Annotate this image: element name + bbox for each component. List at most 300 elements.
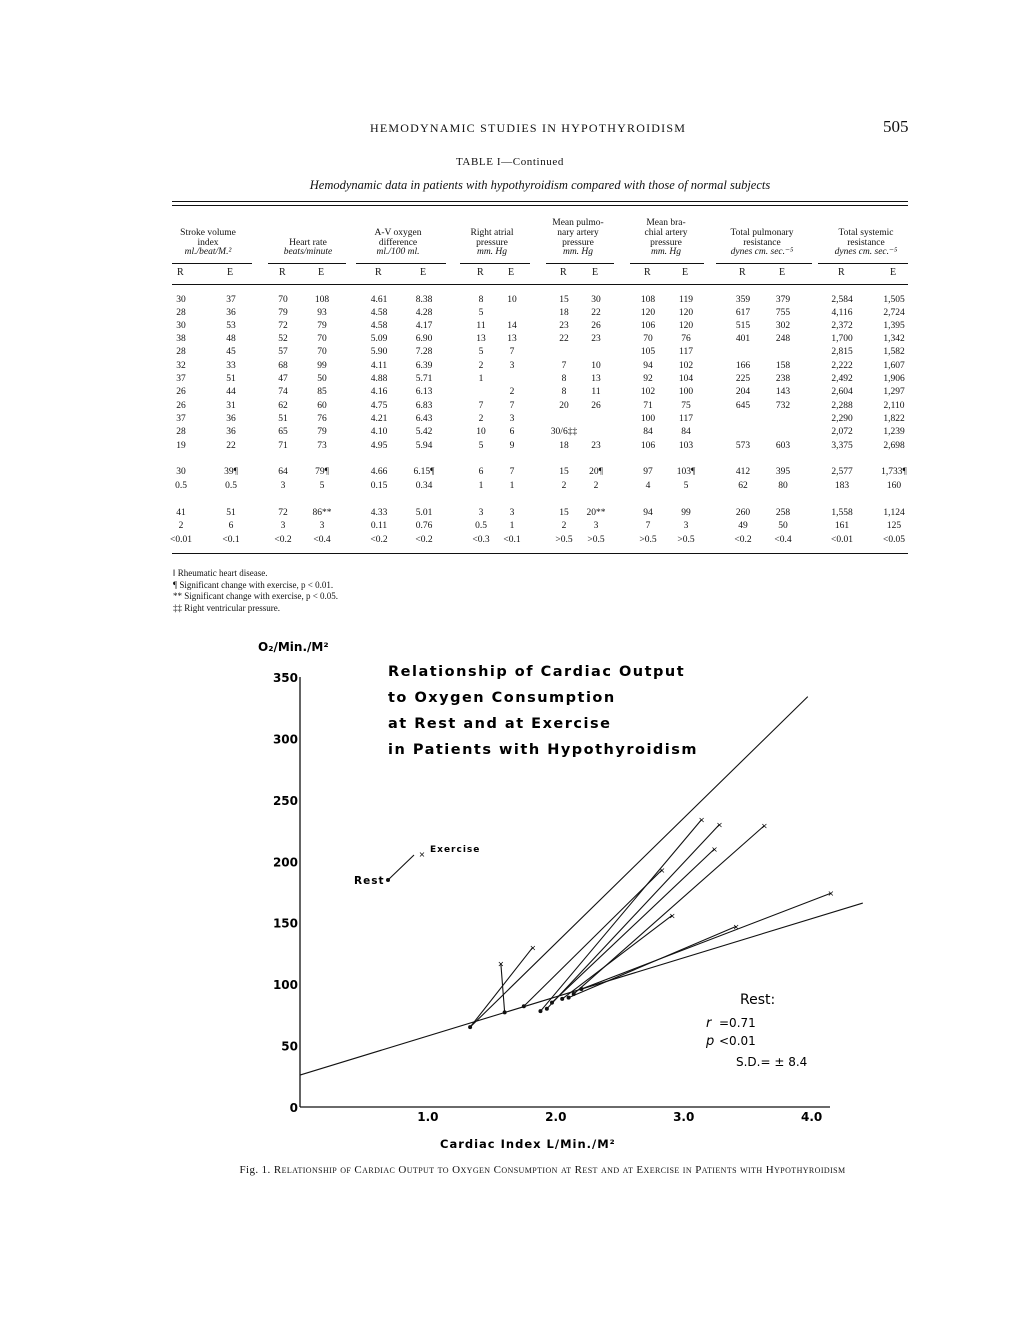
table-cell: 117 <box>679 414 693 424</box>
footnote: ** Significant change with exercise, p < 0.05. <box>173 591 339 601</box>
table-cell: 65 <box>278 427 288 437</box>
table-cell: 1,124 <box>883 508 905 518</box>
column-header-line: Right atrial <box>470 227 514 238</box>
table-cell: 93 <box>317 308 327 318</box>
table-cell: 75 <box>681 401 691 411</box>
table-cell: <0.05 <box>883 535 905 545</box>
table-cell: 94 <box>643 361 653 371</box>
table-cell: 645 <box>735 401 751 411</box>
column-header-line: Mean pulmo- <box>552 218 604 228</box>
table-cell: 5 <box>319 481 325 491</box>
table-cell: 26 <box>176 401 186 411</box>
table-cell: 5 <box>478 347 484 357</box>
rest-label: R <box>375 267 383 278</box>
exercise-label: E <box>420 267 428 278</box>
table-cell: <0.3 <box>472 535 490 545</box>
table-cell: 755 <box>775 308 791 318</box>
table-cell: 3 <box>593 521 599 531</box>
table-cell: 4.61 <box>370 295 388 305</box>
rest-point <box>560 997 564 1001</box>
stats-p-label: p <box>706 1034 715 1049</box>
table-cell: 28 <box>176 308 186 318</box>
chart-title-line: to Oxygen Consumption <box>388 690 616 706</box>
table-cell: 23 <box>559 321 569 331</box>
rest-label: R <box>560 267 568 278</box>
table-cell: 62 <box>738 481 748 491</box>
y-tick-label: 100 <box>272 978 298 993</box>
table-cell: 4.66 <box>370 467 388 477</box>
table-cell: 11 <box>476 321 486 331</box>
table-cell: 2,604 <box>831 387 853 397</box>
exercise-label: E <box>227 267 235 278</box>
table-cell: 6.90 <box>415 334 433 344</box>
table-cell: 603 <box>775 441 791 451</box>
table-cell: 2 <box>478 414 484 424</box>
column-header-line: difference <box>378 237 418 248</box>
table-cell: 2,698 <box>883 441 905 451</box>
exercise-point: × <box>711 845 718 854</box>
table-cell: <0.1 <box>503 535 521 545</box>
stats-sd: S.D.= ± 8.4 <box>736 1055 808 1069</box>
table-cell: 4.28 <box>415 308 433 318</box>
table-cell: <0.4 <box>313 535 331 545</box>
table-cell: 18 <box>559 308 569 318</box>
y-tick-label: 300 <box>272 732 298 747</box>
table-cell: 22 <box>226 441 236 451</box>
table-cell: 8 <box>478 295 484 305</box>
column-unit: mm. Hg <box>562 247 594 258</box>
rest-label: R <box>838 267 846 278</box>
y-tick-label: 350 <box>272 671 298 685</box>
table-cell: 106 <box>640 321 656 331</box>
table-cell: 72 <box>278 321 288 331</box>
table-cell: 4.58 <box>370 308 388 318</box>
table-cell: 573 <box>735 441 751 451</box>
patient-line <box>547 824 720 1008</box>
table-cell: 4.58 <box>370 321 388 331</box>
column-header-line: chial artery <box>644 227 688 238</box>
table-cell: 8 <box>561 387 567 397</box>
exercise-point: × <box>529 943 537 953</box>
table-cell: 120 <box>678 308 694 318</box>
y-tick-label: 50 <box>281 1039 298 1054</box>
table-cell: 160 <box>886 481 902 491</box>
table-cell: 26 <box>591 321 601 331</box>
table-cell: 36 <box>226 427 236 437</box>
table-cell: 6.15¶ <box>413 467 435 477</box>
table-cell: <0.1 <box>222 535 240 545</box>
table-cell: 1,395 <box>883 321 905 331</box>
table-cell: 108 <box>640 295 656 305</box>
table-cell: 401 <box>735 334 751 344</box>
table-cell: 70 <box>278 295 288 305</box>
y-tick-label: 250 <box>272 793 298 808</box>
table-cell: 45 <box>226 347 236 357</box>
exercise-point: × <box>732 922 740 932</box>
column-header-line: pressure <box>476 237 508 248</box>
running-head: HEMODYNAMIC STUDIES IN HYPOTHYROIDISM <box>370 121 687 135</box>
x-tick-label: 3.0 <box>673 1110 695 1124</box>
table-cell: 84 <box>681 427 691 437</box>
table-cell: 26 <box>591 401 601 411</box>
table-cell: 4.33 <box>370 508 388 518</box>
column-header-line: nary artery <box>557 227 599 238</box>
table-cell: 39¶ <box>224 467 238 477</box>
table-cell: 1 <box>478 481 484 491</box>
table-cell: 50 <box>317 374 327 384</box>
column-header-line: Stroke volume <box>180 227 236 238</box>
table-cell: 26 <box>176 387 186 397</box>
table-cell: 225 <box>735 374 751 384</box>
exercise-point: × <box>497 959 505 969</box>
table-cell: 76 <box>681 334 691 344</box>
table-cell: 183 <box>834 481 850 491</box>
legend-line <box>388 855 414 880</box>
chart-title-line: Relationship of Cardiac Output <box>388 664 686 680</box>
table-cell: 2,222 <box>831 361 853 371</box>
column-unit: mm. Hg <box>650 247 682 258</box>
table-cell: <0.4 <box>774 535 792 545</box>
table-cell: <0.2 <box>274 535 292 545</box>
patient-line <box>562 915 672 999</box>
table-cell: 70 <box>317 334 327 344</box>
table-cell: 13 <box>507 334 517 344</box>
figure-caption-text: Relationship of Cardiac Output to Oxygen Consumption at Rest and at Exercise in Patients with Hypothyroidism <box>273 1164 846 1176</box>
table-cell: 52 <box>278 334 288 344</box>
table-cell: 395 <box>775 467 791 477</box>
table-cell: 94 <box>643 508 653 518</box>
table-cell: 62 <box>278 401 288 411</box>
table-cell: 41 <box>176 508 186 518</box>
table-cell: 97 <box>643 467 653 477</box>
table-cell: 3 <box>509 414 515 424</box>
table-cell: 73 <box>317 441 327 451</box>
table-cell: 103¶ <box>676 467 696 477</box>
table-cell: 2,110 <box>883 401 905 411</box>
exercise-label: E <box>682 267 690 278</box>
table-cell: 51 <box>278 414 288 424</box>
table-cell: 30 <box>591 295 601 305</box>
legend-rest-label: Rest <box>354 875 385 887</box>
table-cell: 106 <box>640 441 656 451</box>
table-cell: 120 <box>640 308 656 318</box>
table-cell: 105 <box>640 347 656 357</box>
legend-exercise-label: Exercise <box>430 845 481 855</box>
table-cell: 2 <box>478 361 484 371</box>
table-cell: 2,577 <box>831 467 853 477</box>
table-cell: >0.5 <box>555 535 573 545</box>
table-cell: 85 <box>317 387 327 397</box>
table-cell: 3 <box>280 521 286 531</box>
page-number: 505 <box>883 117 909 136</box>
table-cell: 86** <box>312 508 332 518</box>
table-cell: 7 <box>645 521 651 531</box>
column-header-line: pressure <box>562 237 594 248</box>
table-cell: 302 <box>775 321 791 331</box>
y-tick-label: 200 <box>272 855 298 870</box>
table-cell: 3 <box>280 481 286 491</box>
table-cell: 4.88 <box>370 374 388 384</box>
table-cell: 4.17 <box>415 321 433 331</box>
table-cell: 4.11 <box>370 361 388 371</box>
exercise-label: E <box>779 267 787 278</box>
table-cell: 5.90 <box>370 347 388 357</box>
table-cell: 37 <box>176 414 186 424</box>
rest-label: R <box>739 267 747 278</box>
rest-point <box>567 996 571 1000</box>
patient-line <box>552 849 714 1003</box>
table-cell: 6.83 <box>415 401 433 411</box>
footnote: ¶ Significant change with exercise, p < 0.01. <box>173 579 334 590</box>
rest-point <box>579 987 583 991</box>
table-cell: 359 <box>735 295 751 305</box>
column-header-line: pressure <box>650 237 682 248</box>
table-cell: 57 <box>278 347 288 357</box>
table-cell: 37 <box>176 374 186 384</box>
table-cell: 4.95 <box>370 441 388 451</box>
table-cell: 76 <box>317 414 327 424</box>
table-cell: 2,288 <box>831 401 853 411</box>
table-cell: 1,582 <box>883 347 905 357</box>
table-cell: 3 <box>509 508 515 518</box>
table-cell: 2,072 <box>831 427 853 437</box>
table-cell: 44 <box>226 387 236 397</box>
column-unit: dynes cm. sec.⁻⁵ <box>834 247 898 258</box>
table-cell: 80 <box>778 481 788 491</box>
stats-r-value: =0.71 <box>719 1016 756 1030</box>
table-cell: 379 <box>775 295 791 305</box>
stats-r-label: r <box>706 1016 712 1031</box>
table-cell: 53 <box>226 321 236 331</box>
table-cell: 2,372 <box>831 321 853 331</box>
table-cell: 5 <box>683 481 689 491</box>
table-cell: 68 <box>278 361 288 371</box>
table-cell: 7 <box>561 361 567 371</box>
table-cell: 143 <box>775 387 791 397</box>
table-cell: 0.5 <box>475 521 487 531</box>
table-cell: 5.09 <box>370 334 388 344</box>
table-cell: 5 <box>478 308 484 318</box>
column-unit: mm. Hg <box>476 247 508 258</box>
table-cell: 31 <box>226 401 236 411</box>
table-cell: 4 <box>645 481 651 491</box>
table-cell: 100 <box>640 414 656 424</box>
rest-label: R <box>644 267 652 278</box>
table-cell: 15 <box>559 467 569 477</box>
table-cell: 99 <box>317 361 327 371</box>
table-cell: 102 <box>640 387 656 397</box>
table-cell: 0.15 <box>370 481 388 491</box>
rest-label: R <box>279 267 287 278</box>
table-cell: 2,815 <box>831 347 853 357</box>
table-cell: 23 <box>591 441 601 451</box>
table-cell: 50 <box>778 521 788 531</box>
chart-title-line: in Patients with Hypothyroidism <box>388 742 699 758</box>
table-cell: 100 <box>678 387 694 397</box>
table-cell: 36 <box>226 308 236 318</box>
x-tick-label: 4.0 <box>800 1110 823 1124</box>
rest-point <box>545 1007 549 1011</box>
table-cell: 79¶ <box>315 467 329 477</box>
y-tick-label: 0 <box>289 1101 298 1115</box>
exercise-label: E <box>592 267 600 278</box>
patient-line <box>581 893 830 989</box>
table-cell: 1,505 <box>883 295 905 305</box>
table-cell: 71 <box>278 441 288 451</box>
column-header-line: resistance <box>743 237 781 248</box>
x-tick-label: 1.0 <box>417 1110 439 1124</box>
table-cell: 60 <box>317 401 327 411</box>
table-cell: 79 <box>317 321 327 331</box>
table-cell: 74 <box>278 387 288 397</box>
figure-caption <box>0 1162 1020 1178</box>
table-cell: 1 <box>509 521 515 531</box>
table-cell: 18 <box>559 441 569 451</box>
table-cell: 108 <box>314 295 330 305</box>
table-cell: 4.75 <box>370 401 388 411</box>
rest-label: R <box>177 267 185 278</box>
table-cell: >0.5 <box>639 535 657 545</box>
column-unit: ml./beat/M.² <box>184 247 232 258</box>
exercise-point: × <box>716 820 723 830</box>
table-cell: 1 <box>478 374 484 384</box>
table-cell: 0.34 <box>415 481 433 491</box>
exercise-point: × <box>698 815 705 825</box>
table-cell: 2 <box>561 481 567 491</box>
table-cell: 28 <box>176 427 186 437</box>
table-cell: 6 <box>509 427 515 437</box>
exercise-label: E <box>318 267 326 278</box>
table-cell: 99 <box>681 508 691 518</box>
column-header-line: A-V oxygen <box>374 227 422 238</box>
table-cell: 258 <box>775 508 791 518</box>
table-cell: 4,116 <box>831 308 853 318</box>
table-cell: 30 <box>176 467 186 477</box>
table-cell: 4.21 <box>370 414 388 424</box>
table-cell: 15 <box>559 295 569 305</box>
table-cell: 51 <box>226 374 236 384</box>
column-header-line: Total systemic <box>838 227 894 238</box>
table-cell: 8 <box>561 374 567 384</box>
table-cell: <0.2 <box>370 535 388 545</box>
table-cell: 248 <box>775 334 791 344</box>
table-cell: >0.5 <box>677 535 695 545</box>
table-cell: 3 <box>319 521 325 531</box>
rest-point <box>468 1025 472 1029</box>
table-cell: 70 <box>317 347 327 357</box>
exercise-point: × <box>658 865 666 875</box>
table-cell: 5.42 <box>415 427 433 437</box>
column-header-line: Mean bra- <box>646 218 686 228</box>
legend-exercise-point: × <box>418 850 426 859</box>
table-cell: 7 <box>509 347 515 357</box>
table-cell: 2 <box>509 387 515 397</box>
table-cell: 10 <box>591 361 601 371</box>
table-cell: 1,906 <box>883 374 905 384</box>
table-cell: 2 <box>593 481 599 491</box>
rest-point <box>538 1009 542 1013</box>
table-cell: 22 <box>591 308 601 318</box>
table-cell: 3 <box>509 361 515 371</box>
rest-point <box>522 1004 526 1008</box>
exercise-label: E <box>508 267 516 278</box>
table-cell: 2,724 <box>883 308 905 318</box>
table-cell: 3,375 <box>831 441 853 451</box>
table-cell: 1,607 <box>883 361 905 371</box>
y-axis-label: O₂/Min./M² <box>258 640 329 654</box>
table-cell: 30 <box>176 321 186 331</box>
table-cell: 5.01 <box>415 508 433 518</box>
column-unit: ml./100 ml. <box>376 247 420 258</box>
table-cell: 32 <box>176 361 186 371</box>
table-subcaption: Hemodynamic data in patients with hypothyroidism compared with those of normal subjects <box>309 178 771 192</box>
table-caption: TABLE I—Continued <box>455 156 564 168</box>
table-cell: 72 <box>278 508 288 518</box>
table-cell: 1,822 <box>883 414 905 424</box>
table-cell: 37 <box>226 295 236 305</box>
table-cell: 0.5 <box>175 481 187 491</box>
table-cell: 30 <box>176 295 186 305</box>
exercise-label: E <box>890 267 898 278</box>
table-cell: 84 <box>643 427 653 437</box>
figure-label: Fig. 1. <box>239 1164 271 1176</box>
rest-point <box>550 1001 554 1005</box>
table-cell: 28 <box>176 347 186 357</box>
table-cell: 412 <box>735 467 751 477</box>
footnote: ‡‡ Right ventricular pressure. <box>173 602 280 613</box>
x-tick-label: 2.0 <box>545 1110 567 1124</box>
table-cell: 3 <box>478 508 484 518</box>
table-cell: <0.01 <box>831 535 853 545</box>
table-cell: 1,558 <box>831 508 853 518</box>
table-cell: 8.38 <box>415 295 433 305</box>
patient-line <box>574 826 765 994</box>
table-cell: 7 <box>478 401 484 411</box>
table-cell: 2 <box>561 521 567 531</box>
table-cell: 5.71 <box>415 374 433 384</box>
table-cell: >0.5 <box>587 535 605 545</box>
table-cell: 119 <box>679 295 693 305</box>
table-cell: 13 <box>476 334 486 344</box>
table-cell: 125 <box>886 521 902 531</box>
table-cell: 13 <box>591 374 601 384</box>
table-cell: 14 <box>507 321 517 331</box>
rest-label: R <box>477 267 485 278</box>
table-cell: 732 <box>775 401 791 411</box>
stats-p-value: <0.01 <box>719 1034 756 1048</box>
table-cell: 1,297 <box>883 387 905 397</box>
table-cell: 161 <box>834 521 850 531</box>
table-cell: 3 <box>683 521 689 531</box>
column-header-line: Heart rate <box>289 237 327 248</box>
table-cell: 38 <box>176 334 186 344</box>
table-cell: 20** <box>586 508 606 518</box>
table-cell: 0.11 <box>370 521 388 531</box>
table-cell: 7 <box>509 401 515 411</box>
table-cell: 15 <box>559 508 569 518</box>
table-cell: 117 <box>679 347 693 357</box>
table-cell: 6.13 <box>415 387 433 397</box>
table-cell: 19 <box>176 441 186 451</box>
legend-rest-point <box>386 878 390 882</box>
table-cell: 33 <box>226 361 236 371</box>
table-cell: 2,290 <box>831 414 853 424</box>
column-header-line: resistance <box>847 237 885 248</box>
table-cell: 617 <box>735 308 751 318</box>
table-cell: 4.10 <box>370 427 388 437</box>
column-unit: beats/minute <box>283 247 333 258</box>
table-cell: 70 <box>643 334 653 344</box>
